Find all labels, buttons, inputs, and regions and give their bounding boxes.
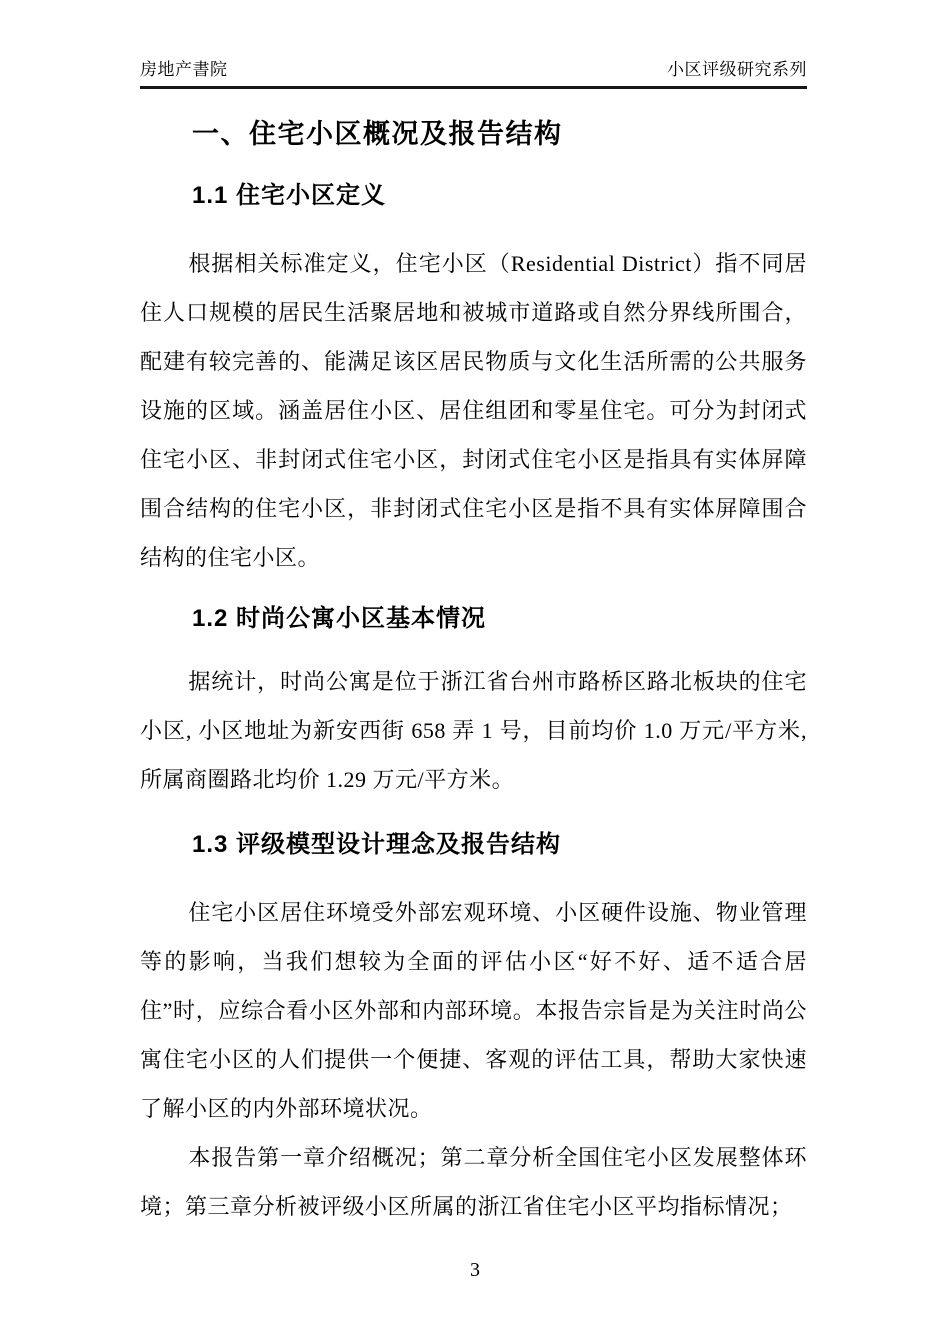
section-1-1	[140, 180, 807, 582]
page-header	[140, 0, 807, 89]
header-left-text: 房地产書院	[140, 60, 228, 79]
paragraph: 根据相关标准定义，住宅小区（Residential District）指不同居住人口规模的居民生活聚居地和被城市道路或自然分界线所围合，配建有较完善的、能满足该区居民物质与文化生活所需的公共服务设施的区域。涵盖居住小区、居住组团和零星住宅。可分为封闭式住宅小区、非封闭式住宅小区，封闭式住宅小区是指具有实体屏障围合结构的住宅小区，非封闭式住宅小区是指不具有实体屏障围合结构的住宅小区。	[140, 251, 807, 570]
paragraph: 据统计，时尚公寓是位于浙江省台州市路桥区路北板块的住宅小区, 小区地址为新安西街 658 弄 1 号，目前均价 1.0 万元/平方米, 所属商圈路北均价 1.29 万元/平方米。	[140, 669, 807, 792]
section-1-3	[140, 829, 807, 1231]
paragraph: 住宅小区居住环境受外部宏观环境、小区硬件设施、物业管理等的影响，当我们想较为全面的评估小区“好不好、适不适合居住”时，应综合看小区外部和内部环境。本报告宗旨是为关注时尚公寓住宅小区的人们提供一个便捷、客观的评估工具，帮助大家快速了解小区的内外部环境状况。	[140, 900, 807, 1121]
section-heading-1-3: 1.3 评级模型设计理念及报告结构	[192, 831, 562, 858]
paragraph: 本报告第一章介绍概况；第二章分析全国住宅小区发展整体环境；第三章分析被评级小区所属的浙江省住宅小区平均指标情况；	[140, 1145, 807, 1219]
page-number: 3	[470, 1259, 480, 1281]
section-1-2	[140, 603, 807, 804]
section-heading-1-2: 1.2 时尚公寓小区基本情况	[192, 605, 487, 632]
header-right-text: 小区评级研究系列	[667, 60, 807, 79]
section-heading-1-1: 1.1 住宅小区定义	[192, 182, 387, 209]
chapter-title: 一、住宅小区概况及报告结构	[192, 119, 563, 149]
